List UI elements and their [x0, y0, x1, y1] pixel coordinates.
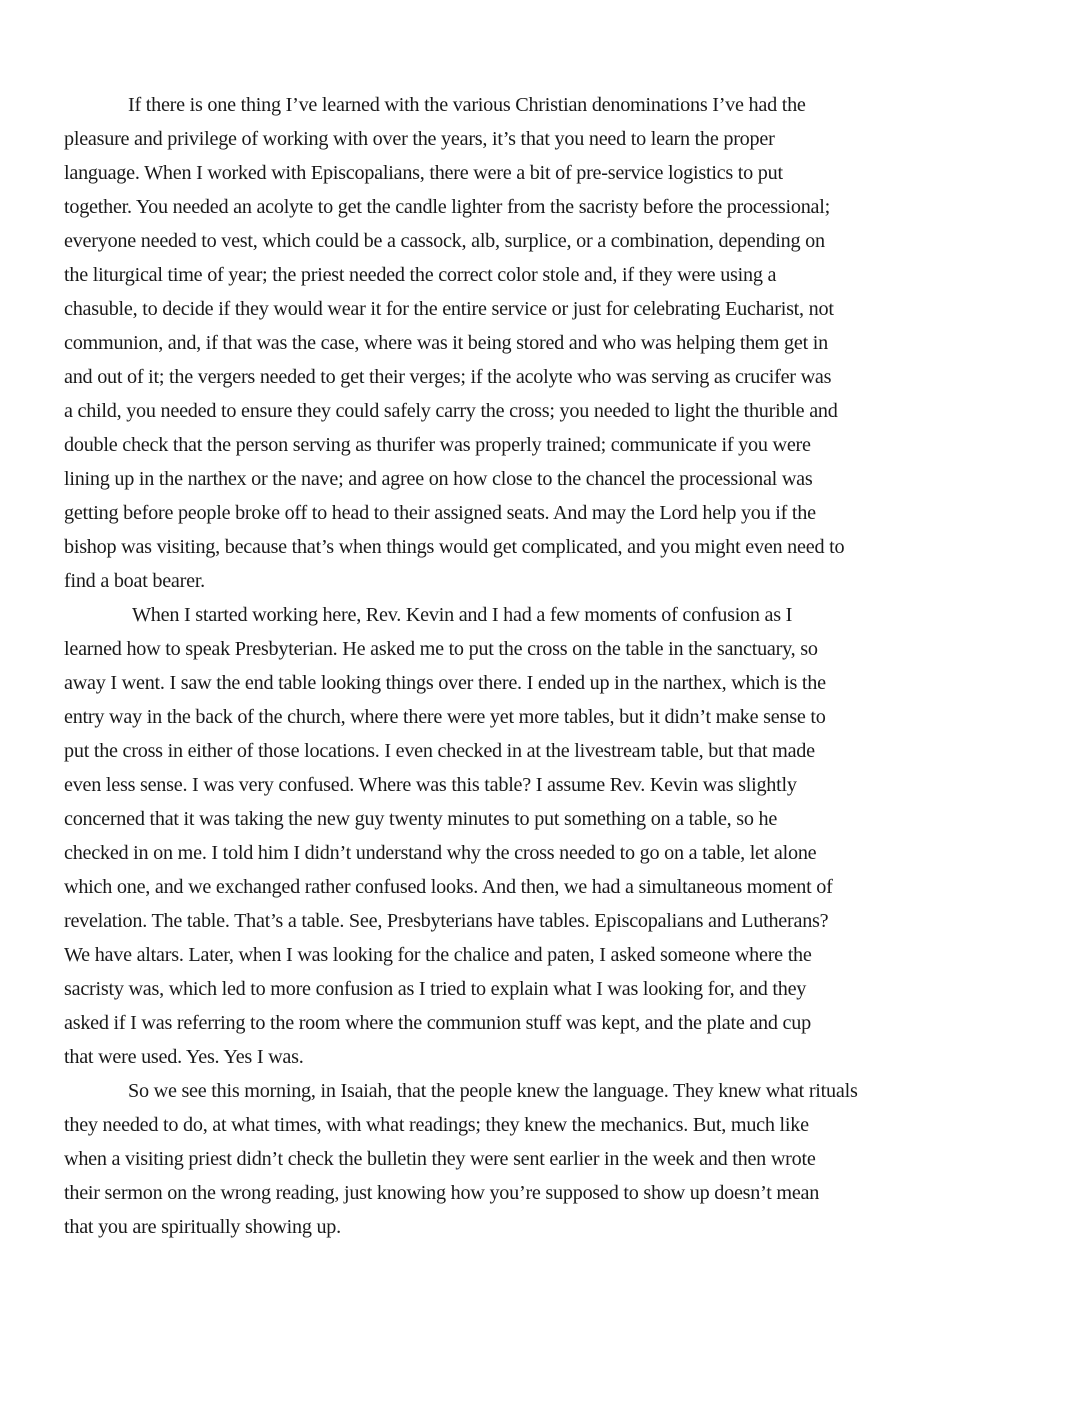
text-line: chasuble, to decide if they would wear it for the entire service or just for celebrating Eucharist, not — [64, 298, 834, 320]
text-line: We have altars. Later, when I was looking for the chalice and paten, I asked someone where the — [64, 944, 812, 966]
text-line: double check that the person serving as thurifer was properly trained; communicate if you were — [64, 434, 811, 456]
text-line: If there is one thing I’ve learned with the various Christian denominations I’ve had the — [128, 94, 806, 116]
text-line: bishop was visiting, because that’s when things would get complicated, and you might even need to — [64, 536, 845, 558]
text-line: everyone needed to vest, which could be a cassock, alb, surplice, or a combination, depending on — [64, 230, 825, 252]
text-line: pleasure and privilege of working with over the years, it’s that you need to learn the proper — [64, 128, 775, 150]
text-line: sacristy was, which led to more confusion as I tried to explain what I was looking for, and they — [64, 978, 807, 1000]
text-line: concerned that it was taking the new guy twenty minutes to put something on a table, so he — [64, 808, 778, 830]
text-line: when a visiting priest didn’t check the bulletin they were sent earlier in the week and then wrote — [64, 1148, 816, 1170]
text-line: checked in on me. I told him I didn’t understand why the cross needed to go on a table, let alone — [64, 842, 817, 864]
text-line: which one, and we exchanged rather confused looks. And then, we had a simultaneous moment of — [64, 876, 833, 898]
text-line: put the cross in either of those locations. I even checked in at the livestream table, but that made — [64, 740, 815, 762]
text-line: away I went. I saw the end table looking things over there. I ended up in the narthex, which is the — [64, 672, 826, 694]
text-line: getting before people broke off to head to their assigned seats. And may the Lord help you if the — [64, 502, 816, 524]
paragraph-2 — [64, 598, 1024, 1074]
document-body — [64, 88, 1024, 1244]
text-line: that you are spiritually showing up. — [64, 1216, 341, 1238]
paragraph-1 — [64, 88, 1024, 598]
text-line: that were used. Yes. Yes I was. — [64, 1046, 304, 1068]
text-line: When I started working here, Rev. Kevin and I had a few moments of confusion as I — [132, 604, 793, 626]
text-line: their sermon on the wrong reading, just knowing how you’re supposed to show up doesn’t mean — [64, 1182, 820, 1204]
text-line: a child, you needed to ensure they could safely carry the cross; you needed to light the thurible and — [64, 400, 838, 422]
text-line: find a boat bearer. — [64, 570, 205, 592]
text-line: entry way in the back of the church, where there were yet more tables, but it didn’t make sense to — [64, 706, 826, 728]
text-line: lining up in the narthex or the nave; and agree on how close to the chancel the processional was — [64, 468, 813, 490]
text-line: communion, and, if that was the case, where was it being stored and who was helping them get in — [64, 332, 828, 354]
text-line: they needed to do, at what times, with what readings; they knew the mechanics. But, much like — [64, 1114, 809, 1136]
text-line: the liturgical time of year; the priest needed the correct color stole and, if they were using a — [64, 264, 777, 286]
text-line: language. When I worked with Episcopalians, there were a bit of pre-service logistics to put — [64, 162, 783, 184]
text-line: and out of it; the vergers needed to get their verges; if the acolyte who was serving as crucifer was — [64, 366, 832, 388]
paragraph-3 — [64, 1074, 1024, 1244]
text-line: learned how to speak Presbyterian. He asked me to put the cross on the table in the sanctuary, so — [64, 638, 818, 660]
text-line: together. You needed an acolyte to get the candle lighter from the sacristy before the processional; — [64, 196, 830, 218]
text-line: revelation. The table. That’s a table. See, Presbyterians have tables. Episcopalians and Lutherans? — [64, 910, 829, 932]
text-line: asked if I was referring to the room where the communion stuff was kept, and the plate and cup — [64, 1012, 811, 1034]
text-line: So we see this morning, in Isaiah, that the people knew the language. They knew what rituals — [128, 1080, 858, 1102]
text-line: even less sense. I was very confused. Where was this table? I assume Rev. Kevin was slightly — [64, 774, 797, 796]
